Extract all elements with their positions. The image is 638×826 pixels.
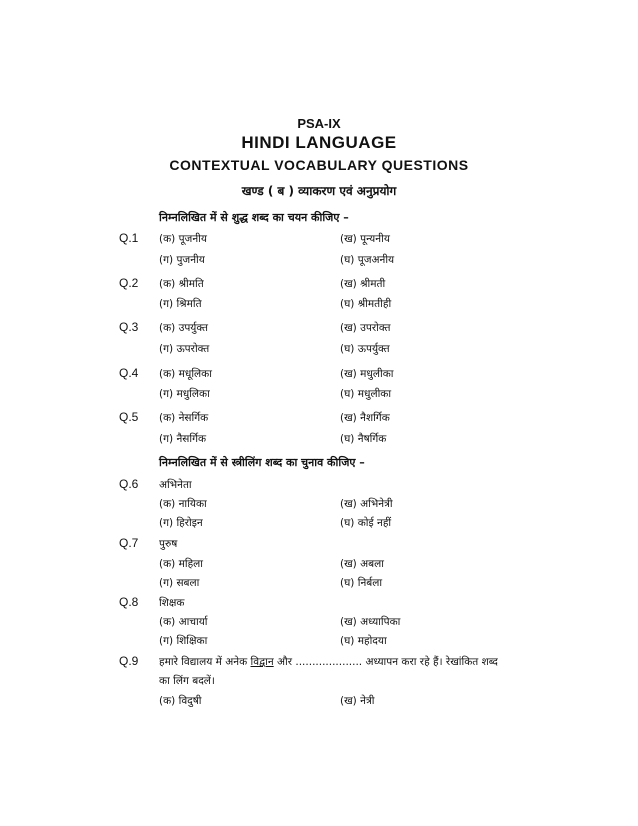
option-kha: (ख) नेत्री [340,695,375,707]
question-sentence [159,655,498,669]
option-ga: (ग) सबला [159,577,200,589]
question-number: Q.7 [119,536,139,550]
subject-title: HINDI LANGUAGE [241,133,397,152]
option-ga: (ग) नैसर्गिक [159,433,207,445]
option-gha: (घ) कोई नहीं [340,517,392,529]
option-kha: (ख) मधुलीका [340,368,394,380]
option-ga: (ग) पुजनीय [159,254,205,266]
question-word: पुरुष [159,538,178,550]
question-number: Q.2 [119,276,139,290]
option-kha: (ख) नैशर्गिक [340,412,390,424]
option-gha: (घ) महोदया [340,635,387,647]
worksheet-title: CONTEXTUAL VOCABULARY QUESTIONS [169,157,469,173]
question-number: Q.1 [119,231,139,245]
sentence-end: और .................... अध्यापन करा रहे हैं। रेखांकित शब्द [273,656,498,668]
question-number: Q.4 [119,366,139,380]
paper-code: PSA-IX [297,116,341,131]
option-gha: (घ) निर्बला [340,577,383,589]
option-ka: (क) मधूलिका [159,368,212,380]
instruction-pure-word: निम्नलिखित में से शुद्ध शब्द का चयन कीजिए – [159,211,349,224]
option-ga: (ग) ऊपरोक्त [159,343,210,355]
question-number: Q.5 [119,410,139,424]
option-ga: (ग) श्रिमति [159,298,202,310]
underlined-word: विद्वान [250,656,274,668]
option-kha: (ख) पून्यनीय [340,233,390,245]
option-ka: (क) नायिका [159,498,207,510]
option-ga: (ग) मधुलिका [159,388,210,400]
option-ka: (क) श्रीमति [159,278,204,290]
option-ka: (क) उपर्युक्त [159,322,209,334]
question-number: Q.8 [119,595,139,609]
option-kha: (ख) अबला [340,558,384,570]
question-word: शिक्षक [159,597,185,609]
option-ka: (क) आचार्या [159,616,208,628]
option-ka: (क) विदुषी [159,695,202,707]
option-gha: (घ) पूजअनीय [340,254,395,266]
question-number: Q.6 [119,477,139,491]
sentence-start: हमारे विद्यालय में अनेक [159,656,251,668]
section-heading: खण्ड ( ब ) व्याकरण एवं अनुप्रयोग [241,184,397,198]
question-number: Q.3 [119,320,139,334]
option-kha: (ख) अभिनेत्री [340,498,393,510]
option-kha: (ख) उपरोक्त [340,322,391,334]
question-sentence-line2: का लिंग बदलें। [159,675,215,687]
instruction-feminine-word: निम्नलिखित में से स्त्रीलिंग शब्द का चुनाव कीजिए – [159,456,365,469]
option-kha: (ख) श्रीमती [340,278,386,290]
option-gha: (घ) नैषर्गिक [340,433,387,445]
option-ga: (ग) हिरोइन [159,517,203,529]
option-kha: (ख) अध्यापिका [340,616,401,628]
option-gha: (घ) मधुलीका [340,388,392,400]
option-ka: (क) महिला [159,558,204,570]
option-gha: (घ) श्रीमतीही [340,298,392,310]
option-gha: (घ) ऊपर्युक्त [340,343,390,355]
question-number: Q.9 [119,654,139,668]
option-ka: (क) नेसर्गिक [159,412,209,424]
option-ga: (ग) शिक्षिका [159,635,208,647]
question-word: अभिनेता [159,479,192,491]
option-ka: (क) पूजनीय [159,233,207,245]
